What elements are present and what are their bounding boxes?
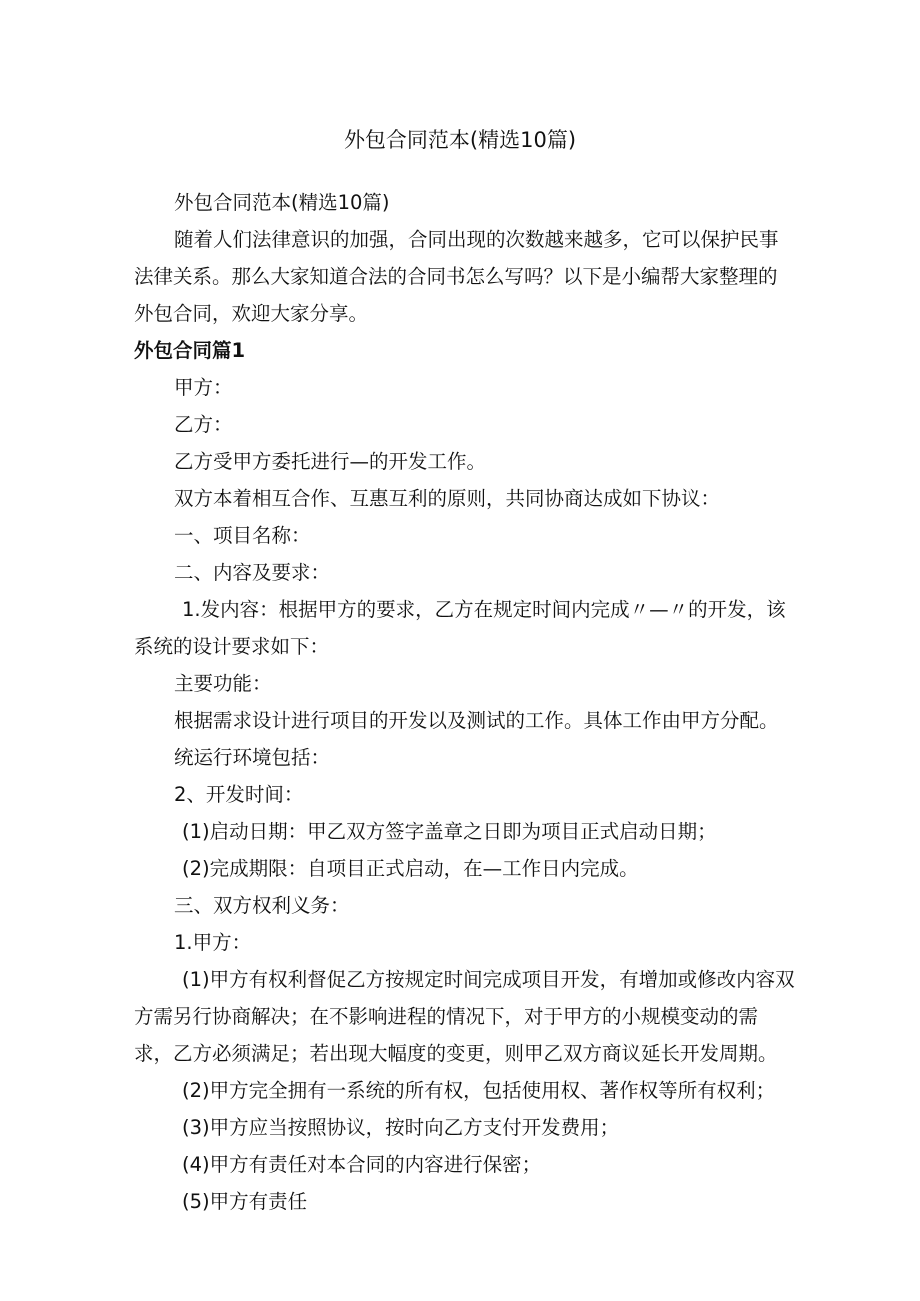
paragraph: (1)甲方有权利督促乙方按规定时间完成项目开发，有增加或修改内容双方需另行协商解决；在不影响进程的情况下，对于甲方的小规模变动的需求，乙方必须满足；若出现大幅度的变更，则甲乙双方商议延长开发周期。 xyxy=(134,968,795,1065)
paragraph: (1)启动日期：甲乙双方签字盖章之日即为项目正式启动日期； xyxy=(182,820,717,843)
paragraph: (2)完成期限：自项目正式启动，在—工作日内完成。 xyxy=(182,857,639,880)
paragraph: 2、开发时间： xyxy=(174,783,304,806)
paragraph: 乙方： xyxy=(174,413,233,436)
paragraph: 双方本着相互合作、互惠互利的原则，共同协商达成如下协议： xyxy=(174,487,721,510)
paragraph: 随着人们法律意识的加强，合同出现的次数越来越多，它可以保护民事法律关系。那么大家知道合法的合同书怎么写吗？以下是小编帮大家整理的外包合同，欢迎大家分享。 xyxy=(134,228,779,325)
paragraph: 1.发内容：根据甲方的要求，乙方在规定时间内完成〃—〃的开发，该系统的设计要求如下： xyxy=(134,598,786,658)
section-heading: 外包合同篇1 xyxy=(134,339,246,362)
paragraph: (2)甲方完全拥有一系统的所有权，包括使用权、著作权等所有权利； xyxy=(182,1079,776,1102)
paragraph: (3)甲方应当按照协议，按时向乙方支付开发费用； xyxy=(182,1116,620,1139)
document-title: 外包合同范本(精选10篇) xyxy=(343,128,577,152)
document-body xyxy=(134,184,796,1220)
paragraph: 1.甲方： xyxy=(174,931,252,954)
paragraph: (5)甲方有责任 xyxy=(182,1190,308,1213)
paragraph: (4)甲方有责任对本合同的内容进行保密； xyxy=(182,1153,542,1176)
paragraph: 乙方受甲方委托进行—的开发工作。 xyxy=(174,450,487,473)
paragraph: 甲方： xyxy=(174,376,233,399)
paragraph: 外包合同范本(精选10篇) xyxy=(174,191,390,214)
paragraph: 根据需求设计进行项目的开发以及测试的工作。具体工作由甲方分配。 xyxy=(174,709,779,732)
paragraph: 二、内容及要求： xyxy=(174,561,331,584)
paragraph: 统运行环境包括： xyxy=(174,746,331,769)
paragraph: 主要功能： xyxy=(174,672,272,695)
paragraph: 一、项目名称： xyxy=(174,524,311,547)
paragraph: 三、双方权利义务： xyxy=(174,894,350,917)
